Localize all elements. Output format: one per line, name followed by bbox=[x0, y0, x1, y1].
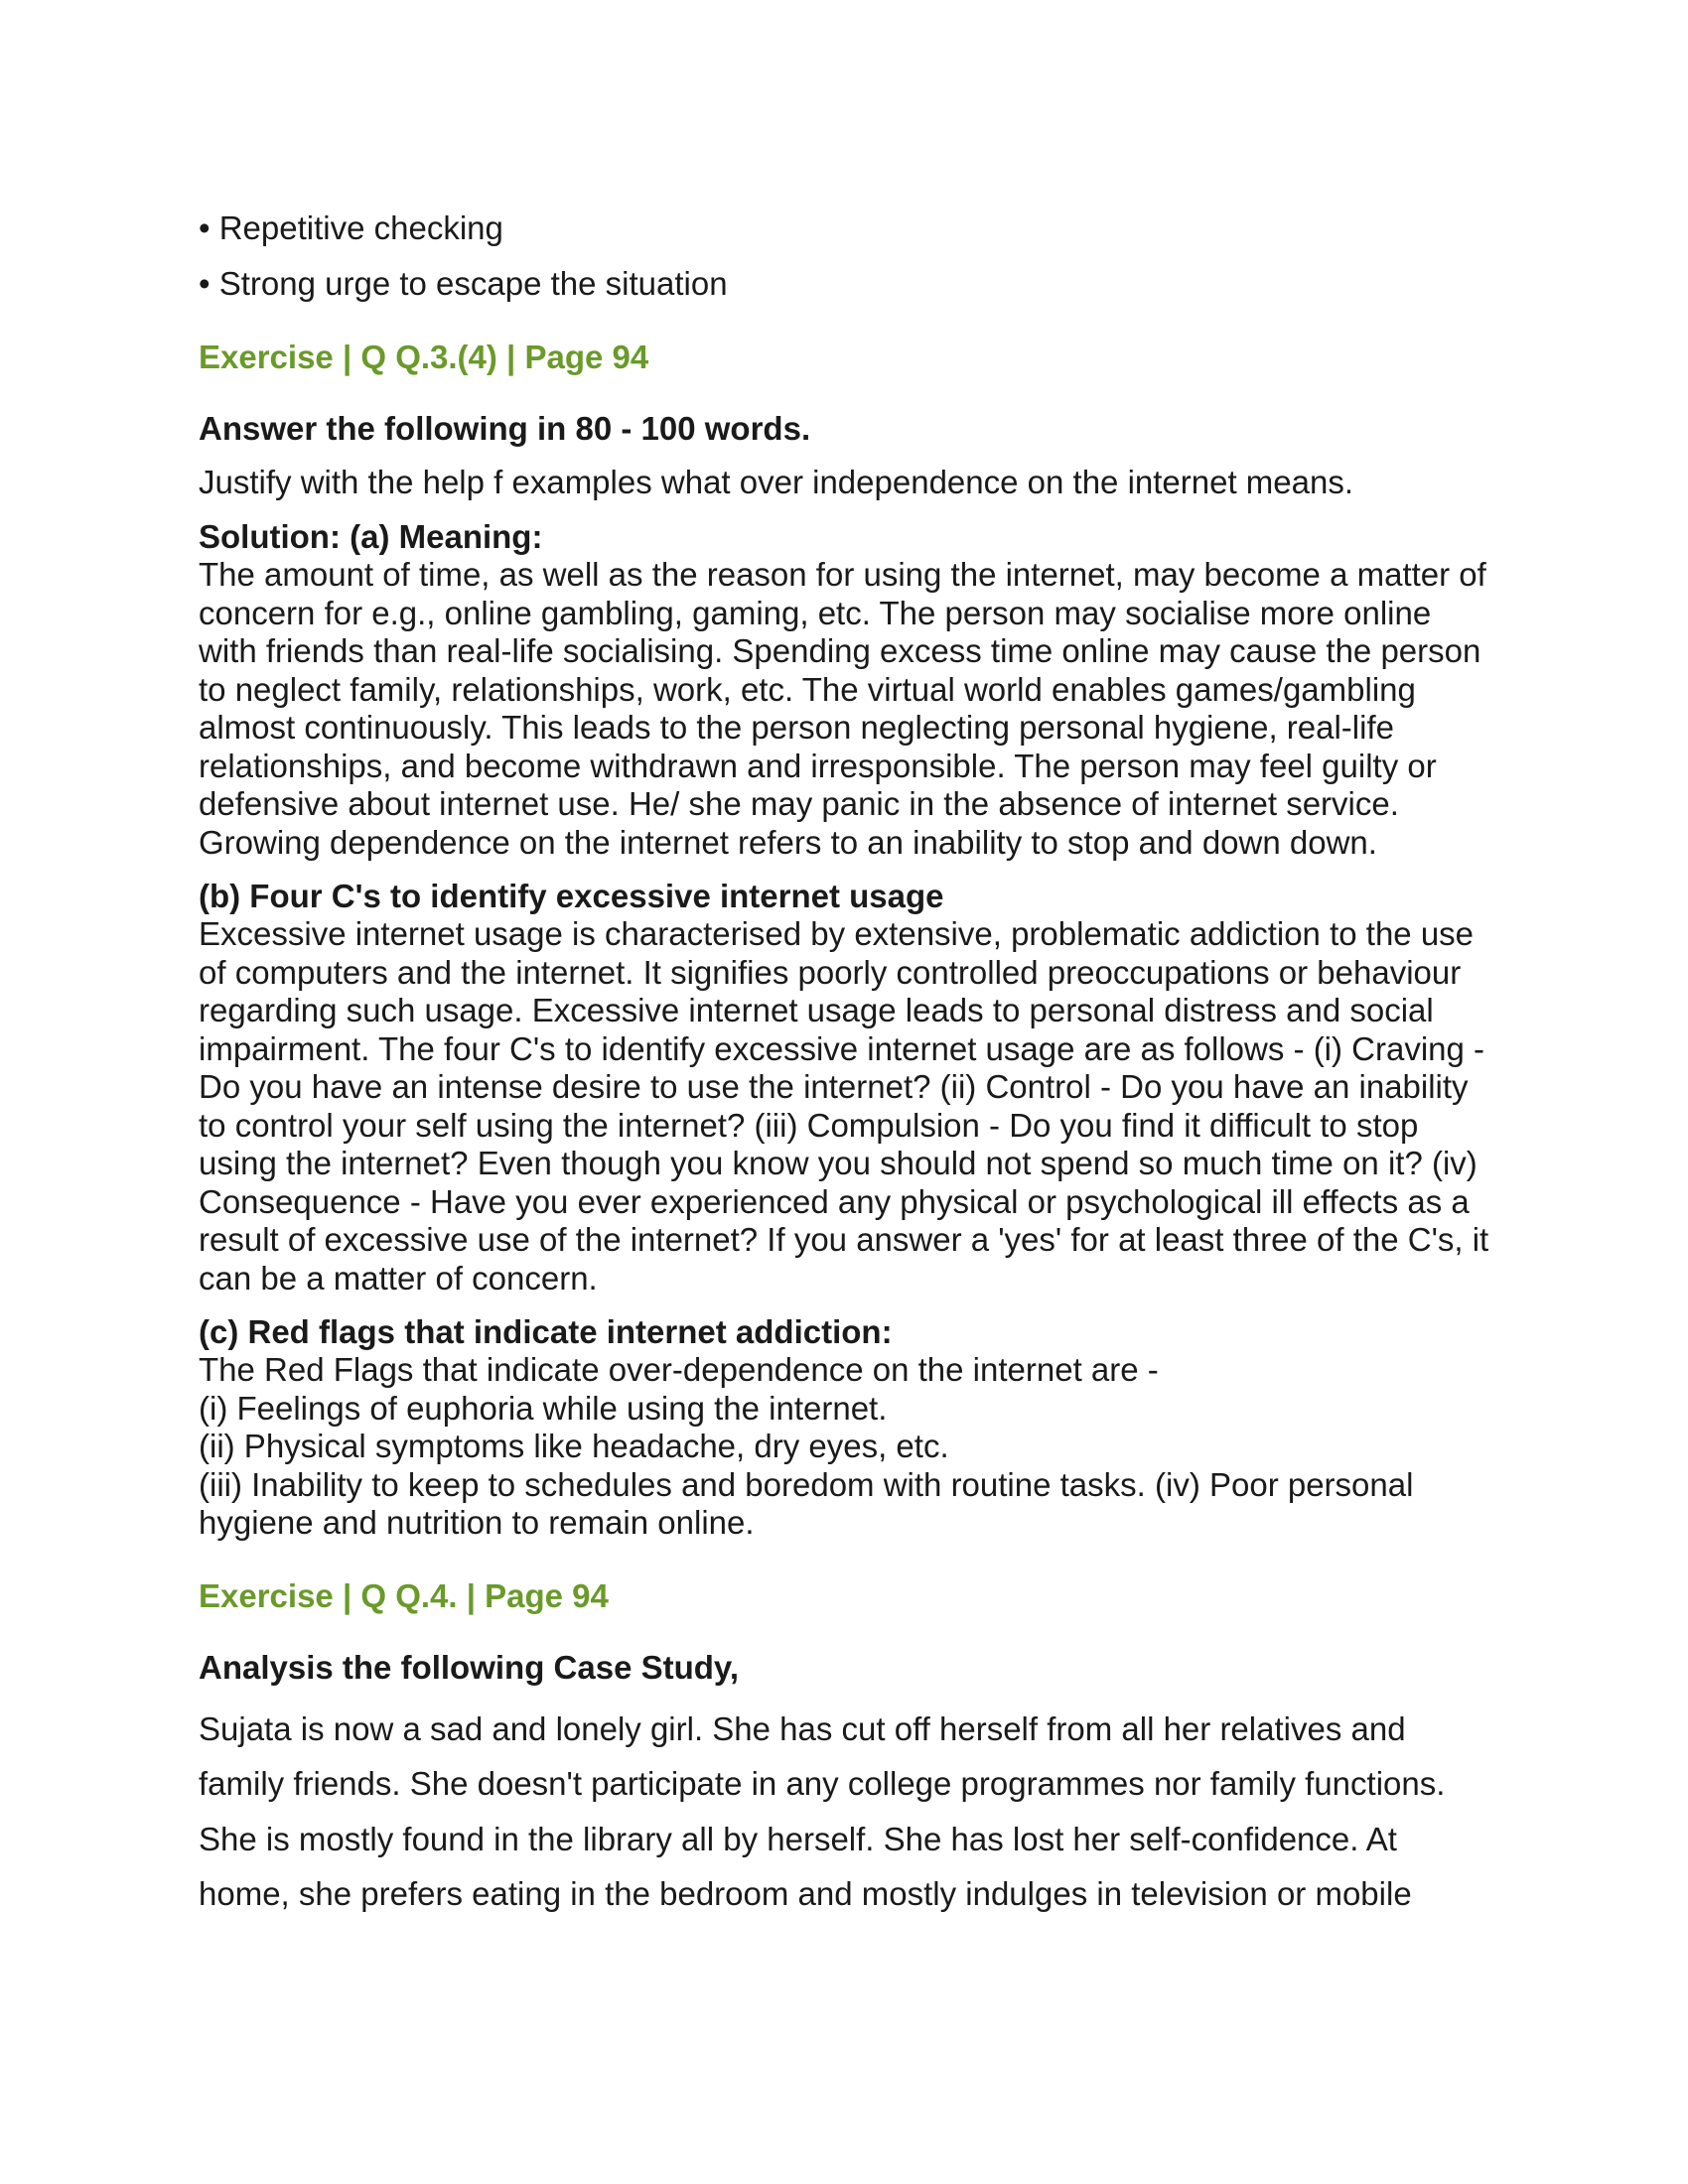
red-flag-item: (ii) Physical symptoms like headache, dry eyes, etc. bbox=[199, 1428, 949, 1464]
bullet-item: • Strong urge to escape the situation bbox=[199, 265, 728, 302]
red-flag-item: (i) Feelings of euphoria while using the internet. bbox=[199, 1389, 888, 1427]
question-instruction: Answer the following in 80 - 100 words. bbox=[199, 410, 811, 447]
exercise-heading-q3-4: Exercise | Q Q.3.(4) | Page 94 bbox=[199, 339, 649, 375]
case-study-text: Sujata is now a sad and lonely girl. She has cut off herself from all her relatives and family friends. She doesn't participate in any college programmes nor family functions. She is mostly found in the library all by herself. She has lost her self-confidence. At home, she prefers eating in the bedroom and mostly indulges in television or mobile bbox=[199, 1709, 1446, 1912]
bullet-item: • Repetitive checking bbox=[199, 209, 503, 246]
case-study-instruction: Analysis the following Case Study, bbox=[199, 1648, 739, 1686]
red-flags-intro: The Red Flags that indicate over-dependence on the internet are - bbox=[199, 1351, 1159, 1388]
solution-part-c-heading: (c) Red flags that indicate internet addiction: bbox=[199, 1313, 893, 1350]
red-flag-item: (iii) Inability to keep to schedules and boredom with routine tasks. (iv) Poor personal hygiene and nutrition to remain online. bbox=[199, 1465, 1414, 1541]
question-text: Justify with the help f examples what over independence on the internet means. bbox=[199, 464, 1354, 500]
solution-part-a-text: The amount of time, as well as the reason for using the internet, may become a matter of concern for e.g., online gambling, gaming, etc. The person may socialise more online with friends than real-life socialising. Spending excess time online may cause the person to neglect family, relationships, work, etc. The virtual world enables games/gambling almost continuously. This leads to the person neglecting personal hygiene, real-life relationships, and become withdrawn and irresponsible. The person may feel guilty or defensive about internet use. He/ she may panic in the absence of internet service. Growing dependence on the internet refers to an inability to stop and down down. bbox=[199, 556, 1486, 861]
solution-part-b-text: Excessive internet usage is characterised by extensive, problematic addiction to the use of computers and the internet. It signifies poorly controlled preoccupations or behaviour regarding such usage. Excessive internet usage leads to personal distress and social impairment. The four C's to identify excessive internet usage are as follows - (i) Craving - Do you have an intense desire to use the internet? (ii) Control - Do you have an inability to control your self using the internet? (iii) Compulsion - Do you find it difficult to stop using the internet? Even though you know you should not spend so much time on it? (iv) Consequence - Have you ever experienced any physical or psychological ill effects as a result of excessive use of the internet? If you answer a 'yes' for at least three of the C's, it can be a matter of concern. bbox=[199, 915, 1489, 1297]
solution-part-a-heading: Solution: (a) Meaning: bbox=[199, 518, 543, 555]
exercise-heading-q4: Exercise | Q Q.4. | Page 94 bbox=[199, 1576, 609, 1614]
solution-part-b-heading: (b) Four C's to identify excessive internet usage bbox=[199, 878, 944, 914]
document-page bbox=[199, 208, 1489, 1922]
